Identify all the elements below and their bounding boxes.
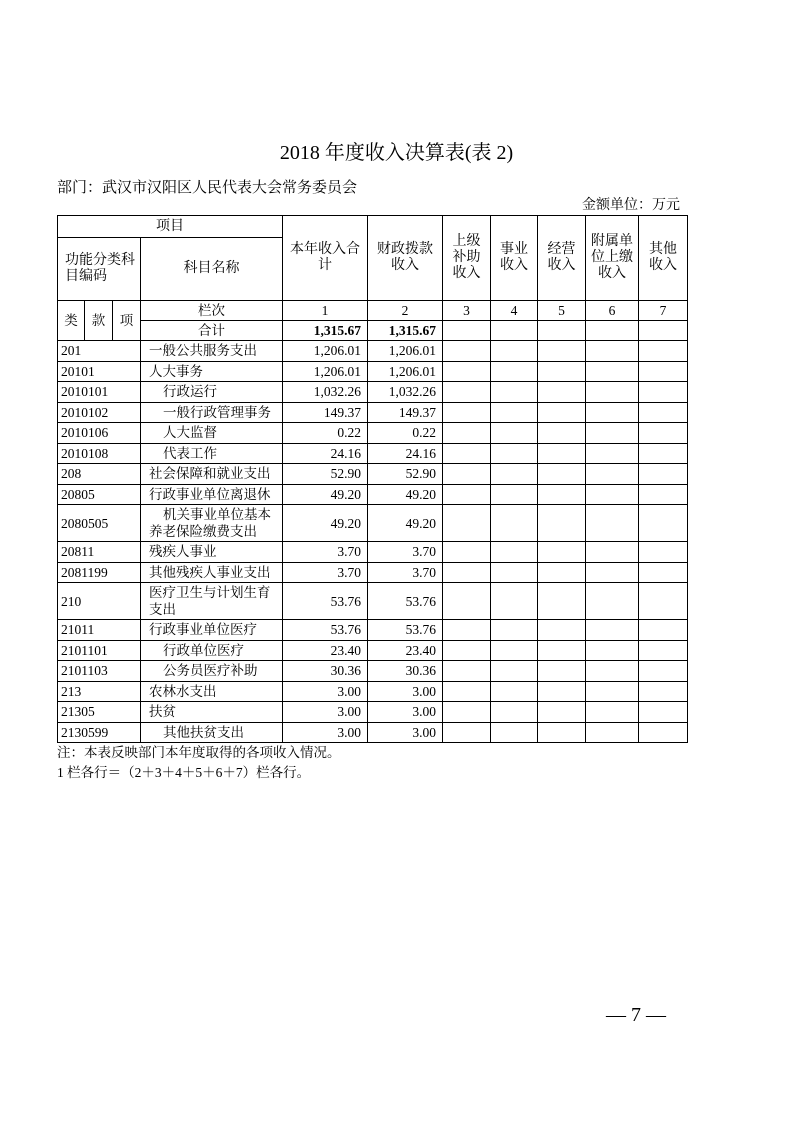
column-number: 4 (491, 301, 538, 321)
column-number: 1 (283, 301, 368, 321)
empty-cell (443, 640, 491, 661)
row-code: 2101101 (58, 640, 141, 661)
table-row (58, 423, 688, 444)
empty-cell (538, 562, 586, 583)
empty-cell (443, 661, 491, 682)
empty-cell (639, 361, 688, 382)
row-subject-name: 机关事业单位基本养老保险缴费支出 (141, 505, 283, 542)
header-function-code (58, 238, 141, 301)
header-superior-subsidy-label: 上级补助收入 (452, 234, 481, 281)
empty-cell (538, 681, 586, 702)
header-kuan: 款 (85, 301, 113, 341)
total-label: 合计 (141, 321, 283, 341)
row-code: 2010106 (58, 423, 141, 444)
row-code: 210 (58, 583, 141, 620)
total-row (58, 321, 688, 341)
row-subject-name: 农林水支出 (141, 681, 283, 702)
row-code: 2010101 (58, 382, 141, 403)
empty-cell (586, 562, 639, 583)
header-fiscal-appropriation-label: 财政拨款收入 (377, 242, 433, 273)
column-number-row (58, 301, 688, 321)
empty-cell (491, 321, 538, 341)
empty-cell (639, 542, 688, 563)
table-row (58, 583, 688, 620)
row-value: 23.40 (283, 640, 368, 661)
row-value: 1,206.01 (368, 361, 443, 382)
empty-cell (639, 505, 688, 542)
row-value: 0.22 (283, 423, 368, 444)
total-value: 1,315.67 (368, 321, 443, 341)
empty-cell (491, 402, 538, 423)
table-row (58, 484, 688, 505)
row-subject-name: 残疾人事业 (141, 542, 283, 563)
row-value: 3.70 (283, 542, 368, 563)
empty-cell (491, 464, 538, 485)
empty-cell (491, 661, 538, 682)
row-value: 3.00 (283, 702, 368, 723)
table-row (58, 382, 688, 403)
empty-cell (538, 505, 586, 542)
header-total-income (283, 216, 368, 301)
page-title: 2018 年度收入决算表(表 2) (279, 142, 514, 164)
empty-cell (491, 341, 538, 362)
empty-cell (639, 423, 688, 444)
empty-cell (639, 321, 688, 341)
empty-cell (491, 542, 538, 563)
empty-cell (443, 321, 491, 341)
empty-cell (586, 321, 639, 341)
column-number: 3 (443, 301, 491, 321)
header-row-1 (58, 216, 688, 238)
row-subject-name: 其他扶贫支出 (141, 722, 283, 743)
notes (57, 743, 687, 783)
total-value: 1,315.67 (283, 321, 368, 341)
empty-cell (443, 464, 491, 485)
empty-cell (491, 562, 538, 583)
row-value: 3.00 (368, 702, 443, 723)
table-row (58, 722, 688, 743)
header-other-income (639, 216, 688, 301)
header-function-code-label: 功能分类科目编码 (65, 253, 135, 284)
row-value: 23.40 (368, 640, 443, 661)
empty-cell (639, 640, 688, 661)
row-subject-name: 行政事业单位离退休 (141, 484, 283, 505)
empty-cell (491, 620, 538, 641)
header-fiscal-appropriation (368, 216, 443, 301)
empty-cell (491, 702, 538, 723)
empty-cell (639, 402, 688, 423)
row-value: 24.16 (368, 443, 443, 464)
empty-cell (639, 722, 688, 743)
empty-cell (586, 702, 639, 723)
row-subject-name: 行政单位医疗 (141, 640, 283, 661)
row-code: 21305 (58, 702, 141, 723)
empty-cell (491, 361, 538, 382)
empty-cell (538, 620, 586, 641)
empty-cell (443, 484, 491, 505)
header-operating-income-label: 经营收入 (547, 242, 576, 273)
empty-cell (538, 484, 586, 505)
empty-cell (586, 583, 639, 620)
row-code: 2010102 (58, 402, 141, 423)
empty-cell (538, 402, 586, 423)
row-subject-name: 人大监督 (141, 423, 283, 444)
row-code: 201 (58, 341, 141, 362)
income-table (57, 215, 688, 743)
row-value: 1,206.01 (283, 361, 368, 382)
row-value: 49.20 (368, 505, 443, 542)
empty-cell (639, 620, 688, 641)
row-value: 30.36 (283, 661, 368, 682)
table-row (58, 464, 688, 485)
empty-cell (491, 640, 538, 661)
empty-cell (491, 382, 538, 403)
empty-cell (443, 702, 491, 723)
empty-cell (538, 321, 586, 341)
row-value: 53.76 (368, 583, 443, 620)
row-code: 2081199 (58, 562, 141, 583)
column-number: 6 (586, 301, 639, 321)
row-code: 2080505 (58, 505, 141, 542)
empty-cell (443, 361, 491, 382)
row-code: 2101103 (58, 661, 141, 682)
empty-cell (443, 505, 491, 542)
row-code: 20101 (58, 361, 141, 382)
row-subject-name: 代表工作 (141, 443, 283, 464)
empty-cell (443, 620, 491, 641)
empty-cell (443, 562, 491, 583)
row-value: 3.70 (283, 562, 368, 583)
header-xiang: 项 (113, 301, 141, 341)
row-value: 3.00 (368, 681, 443, 702)
row-value: 149.37 (368, 402, 443, 423)
row-value: 49.20 (283, 484, 368, 505)
empty-cell (538, 542, 586, 563)
row-code: 208 (58, 464, 141, 485)
empty-cell (586, 382, 639, 403)
row-value: 1,032.26 (368, 382, 443, 403)
row-value: 49.20 (368, 484, 443, 505)
table-row (58, 620, 688, 641)
empty-cell (538, 661, 586, 682)
row-value: 30.36 (368, 661, 443, 682)
empty-cell (586, 681, 639, 702)
empty-cell (491, 722, 538, 743)
row-value: 0.22 (368, 423, 443, 444)
row-value: 24.16 (283, 443, 368, 464)
empty-cell (443, 722, 491, 743)
row-value: 1,032.26 (283, 382, 368, 403)
row-subject-name: 一般行政管理事务 (141, 402, 283, 423)
empty-cell (443, 681, 491, 702)
empty-cell (639, 341, 688, 362)
empty-cell (443, 402, 491, 423)
empty-cell (491, 505, 538, 542)
empty-cell (639, 464, 688, 485)
table-row (58, 443, 688, 464)
empty-cell (443, 341, 491, 362)
column-number: 5 (538, 301, 586, 321)
empty-cell (639, 484, 688, 505)
empty-cell (491, 484, 538, 505)
empty-cell (586, 402, 639, 423)
note-line: 注：本表反映部门本年度取得的各项收入情况。 (57, 745, 341, 760)
header-other-income-label: 其他收入 (649, 242, 677, 273)
row-code: 2130599 (58, 722, 141, 743)
header-affiliate-remittance-label: 附属单位上缴收入 (591, 234, 633, 281)
header-total-income-label: 本年收入合计 (290, 242, 360, 273)
column-number: 2 (368, 301, 443, 321)
row-code: 213 (58, 681, 141, 702)
header-business-income (491, 216, 538, 301)
row-value: 52.90 (368, 464, 443, 485)
empty-cell (538, 382, 586, 403)
row-value: 52.90 (283, 464, 368, 485)
empty-cell (538, 361, 586, 382)
table-row (58, 341, 688, 362)
row-value: 49.20 (283, 505, 368, 542)
empty-cell (443, 423, 491, 444)
empty-cell (639, 681, 688, 702)
row-value: 3.00 (283, 722, 368, 743)
empty-cell (443, 583, 491, 620)
row-subject-name: 公务员医疗补助 (141, 661, 283, 682)
empty-cell (586, 542, 639, 563)
row-value: 53.76 (368, 620, 443, 641)
empty-cell (443, 443, 491, 464)
empty-cell (586, 341, 639, 362)
unit-label: 金额单位：万元 (582, 198, 680, 213)
empty-cell (443, 542, 491, 563)
row-subject-name: 行政运行 (141, 382, 283, 403)
empty-cell (491, 423, 538, 444)
table-row (58, 661, 688, 682)
page-number: — 7 — (606, 1004, 666, 1026)
table-row (58, 702, 688, 723)
empty-cell (538, 341, 586, 362)
row-subject-name: 医疗卫生与计划生育支出 (141, 583, 283, 620)
empty-cell (639, 443, 688, 464)
table-row (58, 402, 688, 423)
table-container (57, 215, 687, 783)
department-label: 部门：武汉市汉阳区人民代表大会常务委员会 (57, 180, 358, 196)
empty-cell (586, 661, 639, 682)
header-item: 项目 (58, 216, 283, 238)
empty-cell (538, 722, 586, 743)
table-row (58, 640, 688, 661)
row-value: 3.70 (368, 542, 443, 563)
empty-cell (538, 583, 586, 620)
header-lei: 类 (58, 301, 85, 341)
table-row (58, 505, 688, 542)
row-value: 3.70 (368, 562, 443, 583)
table-row (58, 361, 688, 382)
row-value: 3.00 (368, 722, 443, 743)
header-subject-name: 科目名称 (141, 238, 283, 301)
table-header (58, 216, 688, 341)
empty-cell (586, 722, 639, 743)
row-subject-name: 社会保障和就业支出 (141, 464, 283, 485)
empty-cell (538, 702, 586, 723)
row-code: 2010108 (58, 443, 141, 464)
row-value: 3.00 (283, 681, 368, 702)
empty-cell (639, 382, 688, 403)
empty-cell (538, 443, 586, 464)
row-value: 53.76 (283, 620, 368, 641)
row-code: 20805 (58, 484, 141, 505)
empty-cell (639, 702, 688, 723)
row-subject-name: 行政事业单位医疗 (141, 620, 283, 641)
row-value: 1,206.01 (283, 341, 368, 362)
table-row (58, 681, 688, 702)
empty-cell (491, 583, 538, 620)
note-line: 1 栏各行＝（2＋3＋4＋5＋6＋7）栏各行。 (57, 765, 311, 780)
empty-cell (639, 661, 688, 682)
empty-cell (586, 443, 639, 464)
column-number: 7 (639, 301, 688, 321)
empty-cell (586, 505, 639, 542)
table-row (58, 562, 688, 583)
table-row (58, 542, 688, 563)
empty-cell (586, 640, 639, 661)
empty-cell (538, 464, 586, 485)
empty-cell (639, 562, 688, 583)
row-subject-name: 一般公共服务支出 (141, 341, 283, 362)
empty-cell (538, 423, 586, 444)
row-code: 20811 (58, 542, 141, 563)
empty-cell (491, 443, 538, 464)
row-value: 53.76 (283, 583, 368, 620)
column-number-label: 栏次 (141, 301, 283, 321)
empty-cell (538, 640, 586, 661)
header-operating-income (538, 216, 586, 301)
empty-cell (586, 620, 639, 641)
empty-cell (443, 382, 491, 403)
empty-cell (586, 423, 639, 444)
empty-cell (491, 681, 538, 702)
row-value: 149.37 (283, 402, 368, 423)
header-affiliate-remittance (586, 216, 639, 301)
empty-cell (586, 361, 639, 382)
empty-cell (639, 583, 688, 620)
row-code: 21011 (58, 620, 141, 641)
header-business-income-label: 事业收入 (500, 242, 528, 273)
row-subject-name: 其他残疾人事业支出 (141, 562, 283, 583)
row-subject-name: 人大事务 (141, 361, 283, 382)
header-superior-subsidy (443, 216, 491, 301)
empty-cell (586, 464, 639, 485)
empty-cell (586, 484, 639, 505)
table-body (58, 341, 688, 743)
row-subject-name: 扶贫 (141, 702, 283, 723)
row-value: 1,206.01 (368, 341, 443, 362)
